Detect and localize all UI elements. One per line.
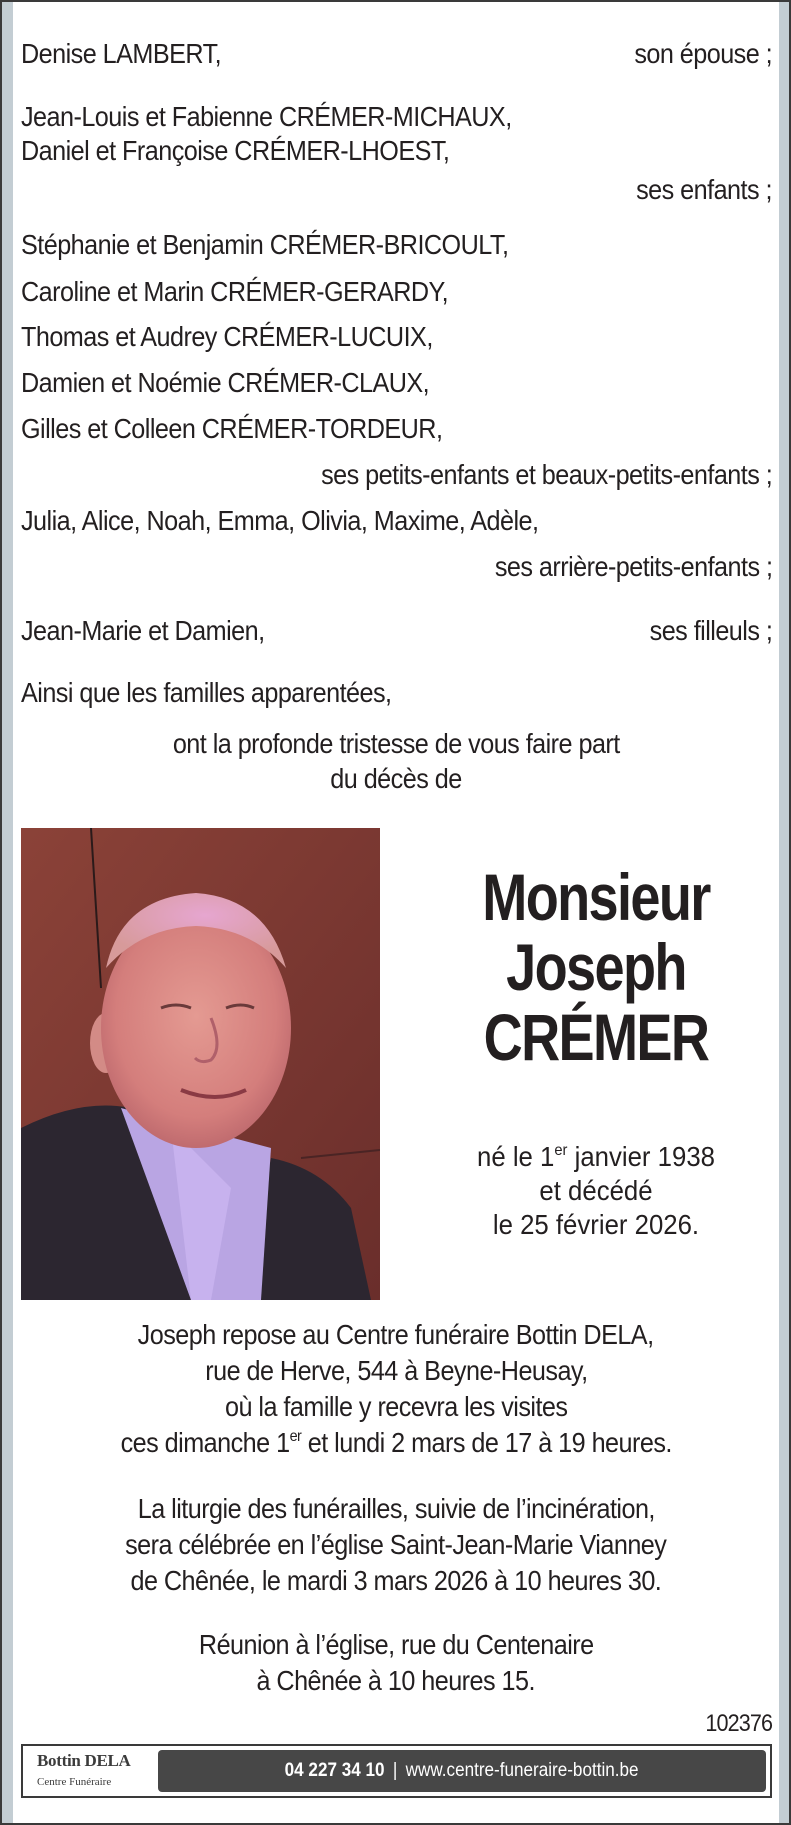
funeral-home-logo: [37, 1751, 131, 1790]
deceased-name-block: [413, 862, 779, 1072]
spouse-relation: son épouse ;: [634, 38, 772, 69]
visitation-line-4: ces dimanche 1er et lundi 2 mars de 17 à 19 heures.: [120, 1427, 672, 1458]
death-date: le 25 février 2026.: [492, 1209, 700, 1240]
godchildren-names: Jean-Marie et Damien,: [21, 615, 265, 646]
grandchild-3: Thomas et Audrey CRÉMER-LUCUIX,: [21, 321, 433, 352]
grandchild-4: Damien et Noémie CRÉMER-CLAUX,: [21, 367, 430, 398]
godchildren-relation: ses filleuls ;: [649, 615, 772, 646]
death-line-1: et décédé: [539, 1175, 653, 1206]
children-relation: ses enfants ;: [636, 174, 772, 205]
grandchild-1: Stéphanie et Benjamin CRÉMER-BRICOULT,: [21, 229, 509, 260]
separator: |: [393, 1760, 398, 1781]
funeral-line-1: La liturgie des funérailles, suivie de l’incinération,: [137, 1493, 655, 1524]
deceased-first-name: Joseph: [506, 930, 686, 1004]
great-grandchildren-names: Julia, Alice, Noah, Emma, Olivia, Maxime, Adèle,: [21, 505, 539, 536]
birth-date: né le 1er janvier 1938: [477, 1141, 715, 1172]
meeting-line-1: Réunion à l’église, rue du Centenaire: [198, 1629, 594, 1660]
funeral-line-3: de Chênée, le mardi 3 mars 2026 à 10 heures 30.: [130, 1565, 662, 1596]
funeral-line-2: sera célébrée en l’église Saint-Jean-Marie Vianney: [125, 1529, 667, 1560]
announcement-line-1: ont la profonde tristesse de vous faire part: [172, 728, 620, 759]
godchildren-row: [21, 614, 772, 648]
relatives-line: Ainsi que les familles apparentées,: [21, 677, 392, 708]
phone-number[interactable]: 04 227 34 10: [285, 1760, 385, 1781]
deceased-title: Monsieur: [482, 860, 710, 934]
website-link[interactable]: www.centre-funeraire-bottin.be: [406, 1760, 639, 1781]
visitation-line-1: Joseph repose au Centre funéraire Bottin DELA,: [138, 1319, 654, 1350]
spouse-name: Denise LAMBERT,: [21, 38, 222, 69]
great-grandchildren-relation: ses arrière-petits-enfants ;: [494, 551, 772, 582]
visitation-line-2: rue de Herve, 544 à Beyne-Heusay,: [204, 1355, 588, 1386]
grandchild-5: Gilles et Colleen CRÉMER-TORDEUR,: [21, 413, 443, 444]
brand-name: Bottin DELA: [37, 1751, 131, 1770]
brand-subtitle: Centre Funéraire: [37, 1776, 112, 1788]
contact-bar: [158, 1750, 766, 1792]
reference-number: 102376: [705, 1710, 772, 1737]
visitation-line-3: où la famille y recevra les visites: [224, 1391, 568, 1422]
meeting-line-2: à Chênée à 10 heures 15.: [256, 1665, 536, 1696]
child-2: Daniel et Françoise CRÉMER-LHOEST,: [21, 135, 450, 166]
child-1: Jean-Louis et Fabienne CRÉMER-MICHAUX,: [21, 101, 512, 132]
deceased-last-name: CRÉMER: [483, 1000, 709, 1074]
deceased-photo: [21, 828, 380, 1300]
funeral-home-footer: [21, 1744, 772, 1798]
announcement-line-2: du décès de: [330, 763, 462, 794]
deceased-dates: [413, 1140, 779, 1242]
grandchild-2: Caroline et Marin CRÉMER-GERARDY,: [21, 276, 449, 307]
grandchildren-relation: ses petits-enfants et beaux-petits-enfants ;: [320, 459, 772, 490]
spouse-row: [21, 37, 772, 71]
obituary-page: [13, 2, 779, 1823]
